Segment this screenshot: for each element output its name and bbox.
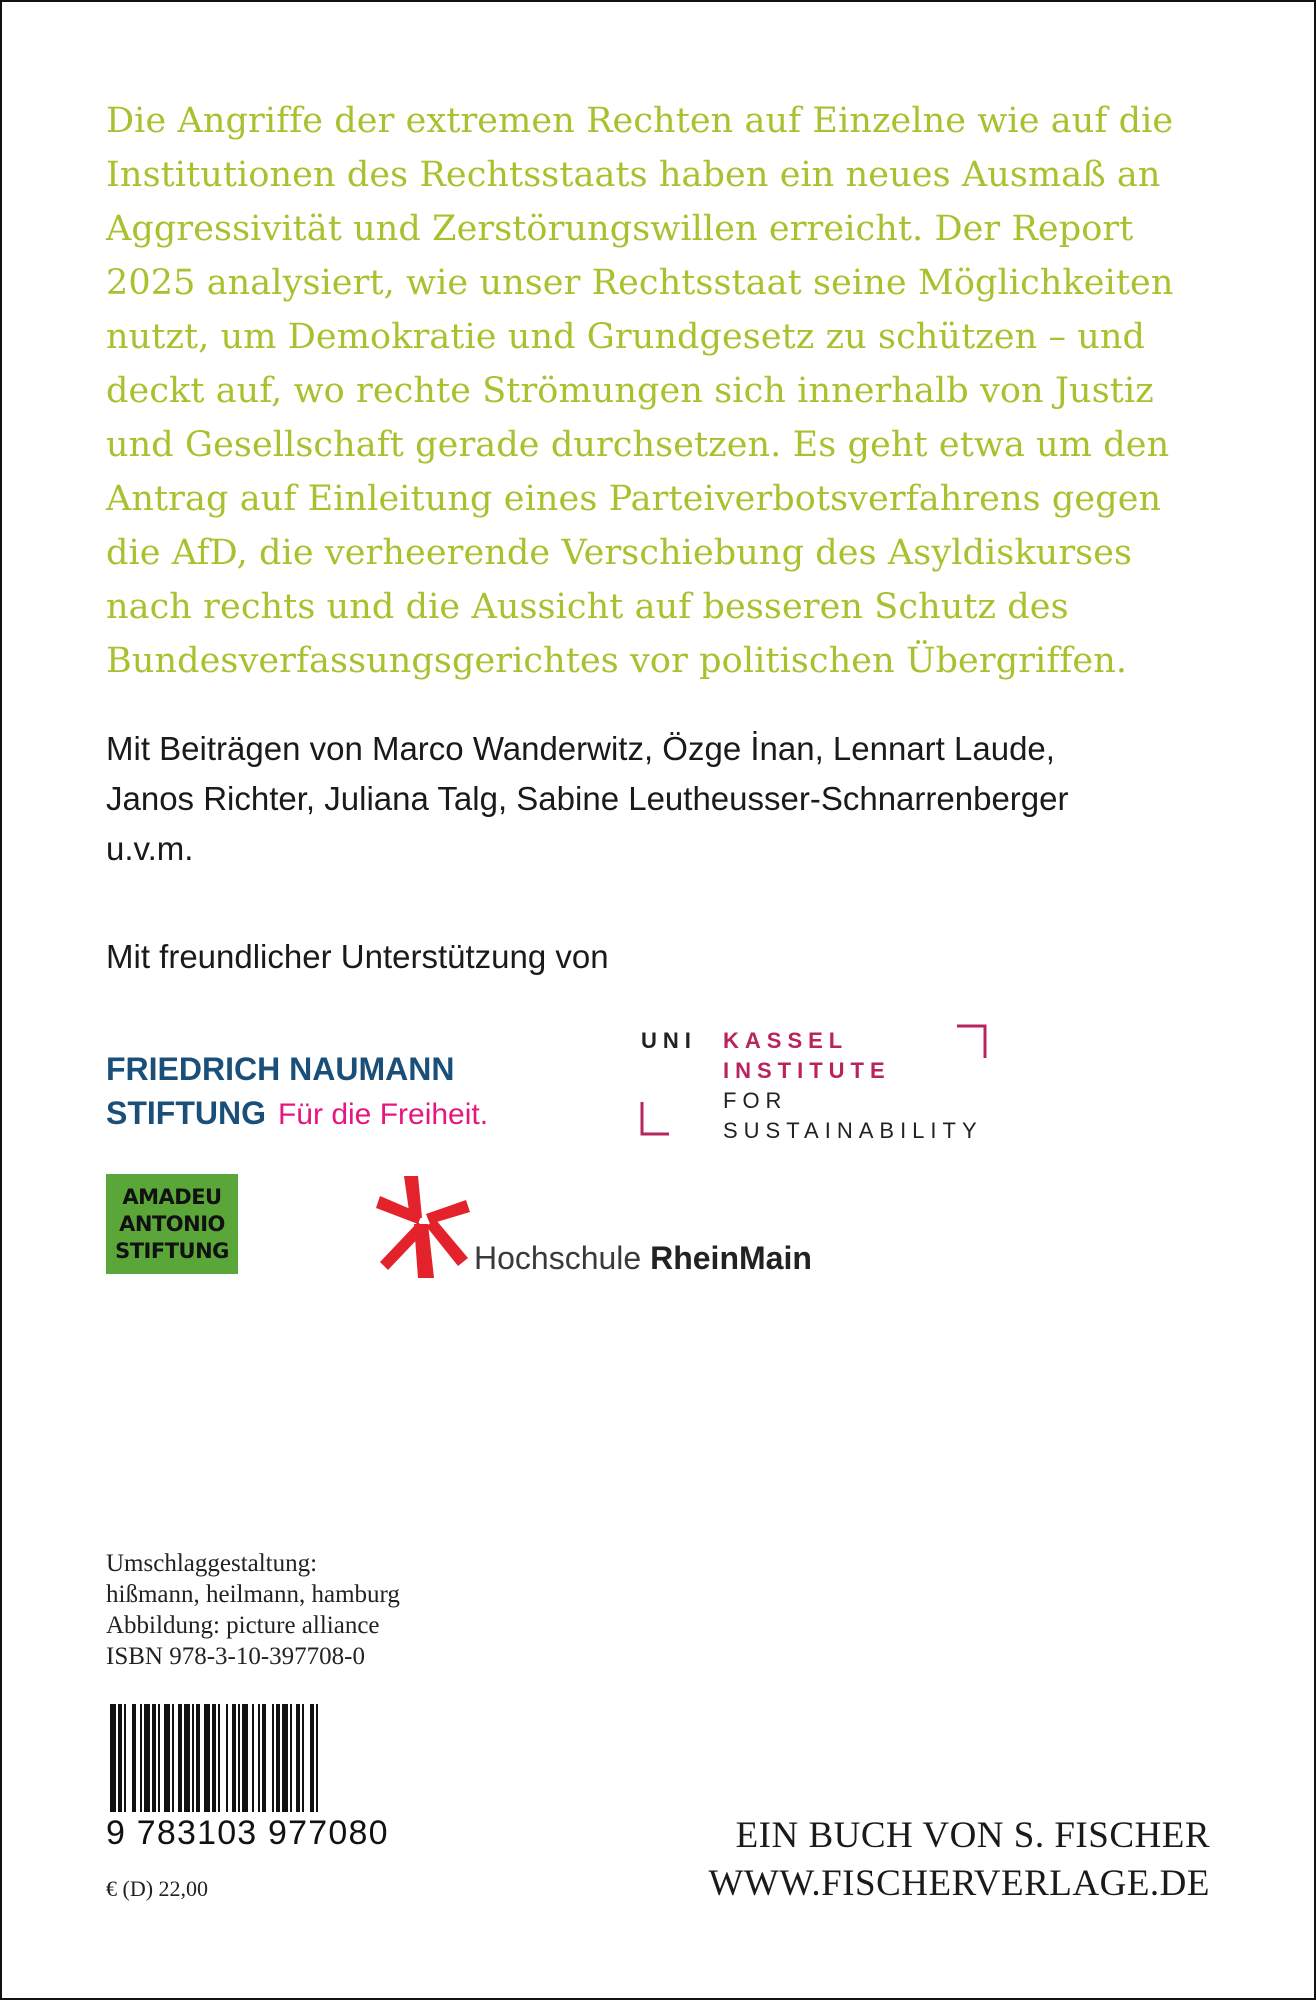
credits-block xyxy=(106,1548,400,1672)
fns-logo xyxy=(106,1047,488,1137)
barcode-digits: 9 783103 977080 xyxy=(106,1814,389,1852)
barcode-bar xyxy=(238,1704,240,1812)
amadeu-logo-line: ANTONIO xyxy=(119,1211,225,1236)
blurb-line: Aggressivität und Zerstörungswillen erreicht. Der Report xyxy=(106,209,1134,249)
amadeu-antonio-logo xyxy=(106,1174,238,1274)
barcode-bar xyxy=(140,1704,142,1812)
red-star-mark-icon xyxy=(374,1174,472,1282)
barcode-bar xyxy=(226,1704,228,1812)
barcode-bar xyxy=(232,1704,236,1812)
amadeu-logo-line: STIFTUNG xyxy=(115,1238,229,1263)
blurb-line: 2025 analysiert, wie unser Rechtsstaat seine Möglichkeiten xyxy=(106,263,1174,303)
barcode-bar xyxy=(124,1704,126,1812)
blurb-line: nutzt, um Demokratie und Grundgesetz zu schützen – und xyxy=(106,317,1146,357)
barcode-bar xyxy=(296,1704,300,1812)
fns-logo-tagline: Für die Freiheit. xyxy=(277,1098,489,1131)
barcode-bar xyxy=(178,1704,182,1812)
fns-logo-line1: FRIEDRICH NAUMANN xyxy=(106,1051,455,1087)
barcode-bar xyxy=(302,1704,304,1812)
barcode-bar xyxy=(316,1704,318,1812)
barcode-bar xyxy=(212,1704,216,1812)
barcode-bar xyxy=(118,1704,122,1812)
blurb-line: nach rechts und die Aussicht auf besseren Schutz des xyxy=(106,587,1069,627)
barcode-bar xyxy=(290,1704,292,1812)
credits-line: Umschlaggestaltung: xyxy=(106,1550,318,1577)
barcode-bar xyxy=(172,1704,174,1812)
blurb-line: Bundesverfassungsgerichtes vor politischen Übergriffen. xyxy=(106,641,1128,681)
hsrm-prefix: Hochschule xyxy=(474,1240,642,1276)
unikassel-uni: UNI xyxy=(641,1028,697,1053)
barcode-bar xyxy=(164,1704,170,1812)
unikassel-institute: INSTITUTE xyxy=(723,1058,891,1083)
amadeu-logo-line: AMADEU xyxy=(122,1184,222,1209)
unikassel-for: FOR xyxy=(723,1088,788,1113)
credits-line: Abbildung: picture alliance xyxy=(106,1612,380,1639)
barcode-bar xyxy=(282,1704,288,1812)
barcode-bar xyxy=(110,1704,116,1812)
fns-logo-stiftung: STIFTUNG xyxy=(106,1095,266,1131)
barcode-bar xyxy=(132,1704,136,1812)
blurb-line: Institutionen des Rechtsstaats haben ein neues Ausmaß an xyxy=(106,155,1161,195)
credits-line: hißmann, heilmann, hamburg xyxy=(106,1581,400,1608)
contributors-line: Janos Richter, Juliana Talg, Sabine Leutheusser-Schnarrenberger xyxy=(106,780,1069,817)
contributors-line: Mit Beiträgen von Marco Wanderwitz, Özge İnan, Lennart Laude, xyxy=(106,730,1055,767)
blurb-line: und Gesellschaft gerade durchsetzen. Es geht etwa um den xyxy=(106,425,1170,465)
publisher-url: WWW.FISCHERVERLAGE.DE xyxy=(708,1863,1210,1904)
publisher-line1: EIN BUCH VON S. FISCHER xyxy=(735,1815,1210,1856)
unikassel-sustainability: SUSTAINABILITY xyxy=(723,1118,983,1143)
barcode-bar xyxy=(152,1704,156,1812)
fns-logo-line2 xyxy=(106,1091,488,1137)
unikassel-kassel: KASSEL xyxy=(723,1028,849,1053)
support-heading: Mit freundlicher Unterstützung von xyxy=(106,938,609,975)
barcode-icon xyxy=(106,1704,388,1814)
barcode-bar xyxy=(258,1704,260,1812)
barcode-bar xyxy=(262,1704,266,1812)
barcode-bar xyxy=(218,1704,220,1812)
price-label: € (D) 22,00 xyxy=(106,1876,209,1901)
barcode-bar xyxy=(184,1704,190,1812)
credits-line: ISBN 978-3-10-397708-0 xyxy=(106,1643,366,1670)
blurb-line: Antrag auf Einleitung eines Parteiverbotsverfahrens gegen xyxy=(106,479,1162,519)
hsrm-logo-text xyxy=(474,1240,812,1277)
hsrm-name: RheinMain xyxy=(650,1240,812,1276)
contributors-text xyxy=(106,724,1236,874)
barcode-bar xyxy=(192,1704,194,1812)
blurb-line: deckt auf, wo rechte Strömungen sich innerhalb von Justiz xyxy=(106,371,1154,411)
barcode-bar xyxy=(158,1704,160,1812)
publisher-block xyxy=(708,1812,1210,1908)
barcode-bar xyxy=(196,1704,200,1812)
blurb-line: Die Angriffe der extremen Rechten auf Einzelne wie auf die xyxy=(106,101,1174,141)
barcode-bar xyxy=(272,1704,274,1812)
contributors-line: u.v.m. xyxy=(106,830,194,867)
barcode-bar xyxy=(276,1704,280,1812)
barcode-bar xyxy=(204,1704,210,1812)
blurb-line: die AfD, die verheerende Verschiebung des Asyldiskurses xyxy=(106,533,1133,573)
barcode-bar xyxy=(252,1704,254,1812)
unikassel-logo xyxy=(639,1022,999,1142)
barcode-bar xyxy=(144,1704,150,1812)
barcode-bar xyxy=(310,1704,314,1812)
blurb-text xyxy=(106,94,1236,688)
barcode-bar xyxy=(242,1704,248,1812)
